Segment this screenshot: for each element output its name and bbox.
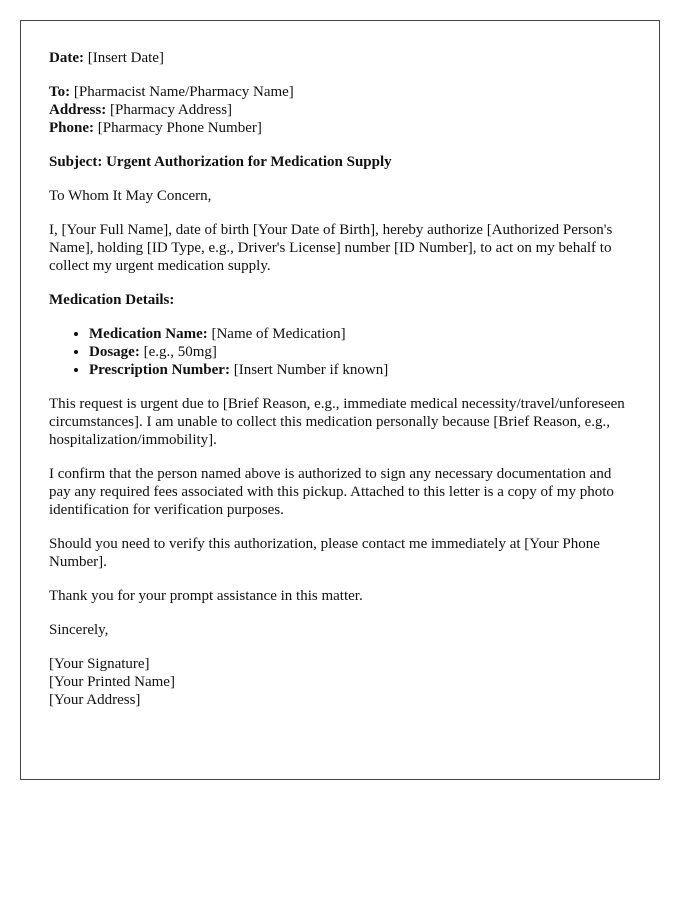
list-item [89, 325, 631, 343]
signature-block [49, 655, 631, 709]
list-item [89, 343, 631, 361]
date-value: [Insert Date] [87, 50, 164, 66]
to-line [49, 83, 631, 101]
to-label: To: [49, 84, 71, 100]
phone-line [49, 119, 631, 137]
contact-paragraph: Should you need to verify this authorization, please contact me immediately at [Your Phone Number]. [49, 536, 600, 570]
medication-name-value: [Name of Medication] [211, 326, 346, 342]
subject-text: Subject: Urgent Authorization for Medication Supply [49, 154, 392, 170]
medication-details-heading-text: Medication Details: [49, 292, 175, 308]
list-item [89, 361, 631, 379]
date-label: Date: [49, 50, 84, 66]
urgency-paragraph: This request is urgent due to [Brief Reason, e.g., immediate medical necessity/travel/unforeseen circumstances]. I am unable to collect this medication personally because [Brief Reason, e.g., hospitalization/immobility]. [49, 396, 625, 448]
salutation: To Whom It May Concern, [49, 188, 212, 204]
medication-details-heading [49, 291, 631, 309]
closing: Sincerely, [49, 622, 109, 638]
thanks-paragraph: Thank you for your prompt assistance in this matter. [49, 588, 363, 604]
phone-label: Phone: [49, 120, 94, 136]
recipient-block [49, 83, 631, 137]
medication-details-list [49, 325, 631, 379]
dosage-value: [e.g., 50mg] [143, 344, 217, 360]
to-value: [Pharmacist Name/Pharmacy Name] [73, 84, 294, 100]
printed-name-line: [Your Printed Name] [49, 674, 175, 690]
subject-line [49, 153, 631, 171]
medication-name-label: Medication Name: [89, 326, 208, 342]
prescription-number-label: Prescription Number: [89, 362, 230, 378]
confirmation-paragraph: I confirm that the person named above is authorized to sign any necessary documentation and pay any required fees associated with this pickup. Attached to this letter is a copy of my photo identification for verification purposes. [49, 466, 614, 518]
authorization-paragraph: I, [Your Full Name], date of birth [Your Date of Birth], hereby authorize [Authorized Person's Name], holding [ID Type, e.g., Driver's License] number [ID Number], to act on my behalf to collect my urgent medication supply. [49, 222, 613, 274]
phone-value: [Pharmacy Phone Number] [97, 120, 262, 136]
address-line [49, 101, 631, 119]
address-label: Address: [49, 102, 107, 118]
date-line [49, 49, 631, 67]
letter-page [20, 20, 660, 780]
address-value: [Pharmacy Address] [109, 102, 233, 118]
sender-address-line: [Your Address] [49, 692, 141, 708]
prescription-number-value: [Insert Number if known] [233, 362, 389, 378]
dosage-label: Dosage: [89, 344, 140, 360]
signature-line: [Your Signature] [49, 656, 150, 672]
